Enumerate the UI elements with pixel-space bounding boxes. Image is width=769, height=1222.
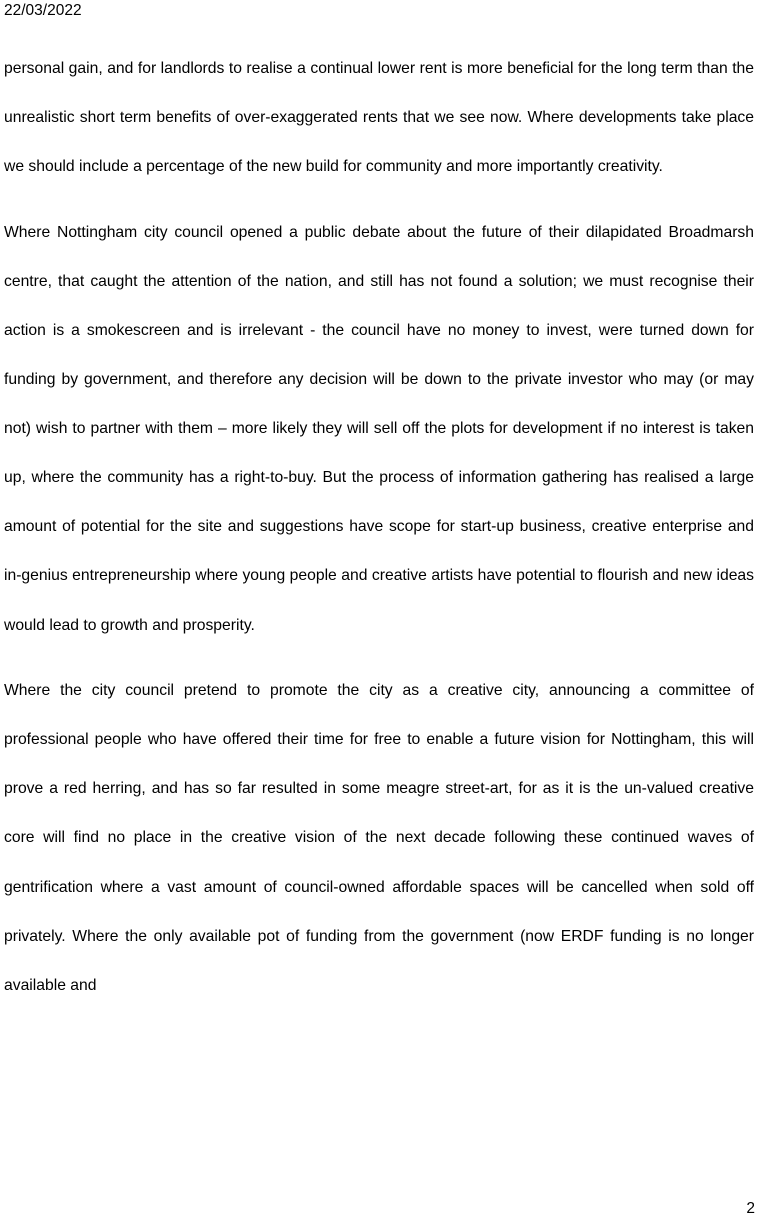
- body-text: [4, 44, 754, 1010]
- paragraph-3: Where the city council pretend to promote the city as a creative city, announcing a committee of professional people who have offered their time for free to enable a future vision for Nottingham, this will prove a red herring, and has so far resulted in some meagre street-art, for as it is the un-valued creative core will find no place in the creative vision of the next decade following these continued waves of gentrification where a vast amount of council-owned affordable spaces will be cancelled when sold off privately. Where the only available pot of funding from the government (now ERDF funding is no longer available and: [4, 682, 754, 994]
- page-number: 2: [746, 1200, 755, 1217]
- paragraph-2: Where Nottingham city council opened a public debate about the future of their dilapidated Broadmarsh centre, that caught the attention of the nation, and still has not found a solution; we must recognise their action is a smokescreen and is irrelevant - the council have no money to invest, were turned down for funding by government, and therefore any decision will be down to the private investor who may (or may not) wish to partner with them – more likely they will sell off the plots for development if no interest is taken up, where the community has a right-to-buy. But the process of information gathering has realised a large amount of potential for the site and suggestions have scope for start-up business, creative enterprise and in-genius entrepreneurship where young people and creative artists have potential to flourish and new ideas would lead to growth and prosperity.: [4, 223, 754, 634]
- paragraph-1: personal gain, and for landlords to realise a continual lower rent is more beneficial for the long term than the unrealistic short term benefits of over-exaggerated rents that we see now. Where developments take place we should include a percentage of the new build for community and more importantly creativity.: [4, 60, 754, 176]
- header-date: 22/03/2022: [4, 2, 82, 19]
